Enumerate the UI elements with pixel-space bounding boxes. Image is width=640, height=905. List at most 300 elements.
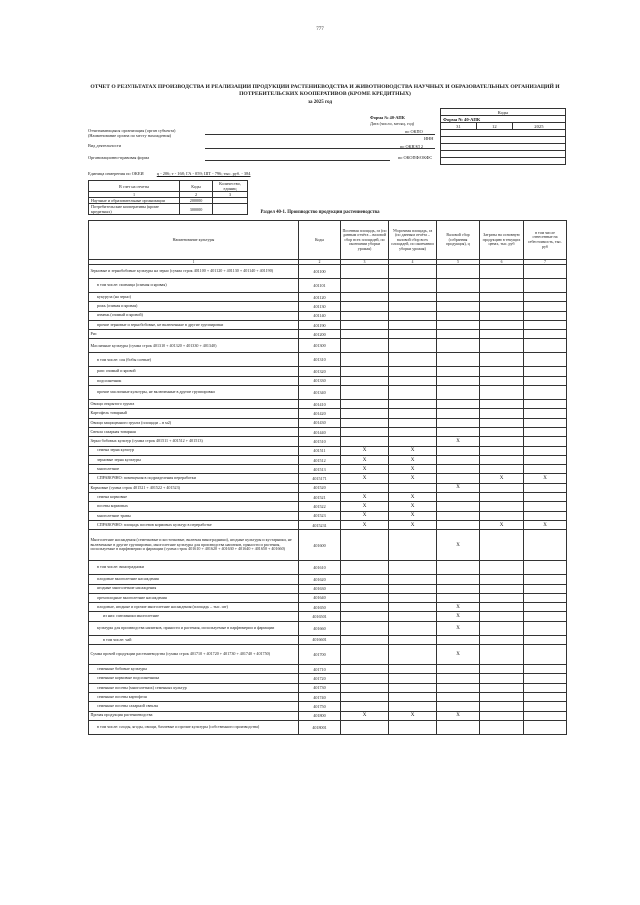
value-cell[interactable] — [437, 720, 480, 734]
table-row — [89, 376, 567, 385]
crop-name: в том числе: виноградники — [89, 561, 299, 575]
value-cell[interactable] — [437, 320, 480, 329]
value-cell[interactable] — [341, 320, 389, 329]
crop-name: плодовые, ягодные и прочие многолетние насаждения (площадь – тыс. шт) — [89, 603, 299, 612]
value-cell[interactable] — [341, 720, 389, 734]
crop-name: Сумма прочей продукции растениеводства (сумма строк 401710 + 401720 + 401730 + 401740 + 401750) — [89, 645, 299, 665]
row-code: 401200 — [299, 330, 341, 339]
not-applicable-mark: X — [341, 711, 389, 720]
value-cell[interactable] — [341, 311, 389, 320]
org-type-scientific: Научные и образовательные организации — [89, 198, 180, 204]
value-cell[interactable] — [341, 575, 389, 584]
report-title: ОТЧЕТ О РЕЗУЛЬТАТАХ ПРОИЗВОДСТВА И РЕАЛИЗАЦИИ ПРОДУКЦИИ РАСТЕНИЕВОДСТВА И ЖИВОТНОВОДСТВА НАУЧНЫХ И ОБРАЗОВАТЕЛЬНЫХ ОРГАНИЗАЦИЙ И ПОТРЕБИТЕЛЬСКИХ КООПЕРАТИВОВ (КРОМЕ КРЕДИТНЫХ) — [90, 84, 560, 97]
value-cell[interactable] — [524, 293, 567, 302]
row-code: 401630 — [299, 584, 341, 593]
value-cell[interactable] — [437, 409, 480, 418]
value-cell[interactable] — [341, 603, 389, 612]
not-applicable-mark: X — [341, 511, 389, 520]
value-cell[interactable] — [524, 367, 567, 376]
value-cell[interactable] — [524, 409, 567, 418]
table-row — [89, 711, 567, 720]
value-cell[interactable] — [524, 446, 567, 455]
value-cell[interactable] — [480, 302, 524, 311]
row-code: 401523 — [299, 511, 341, 520]
value-cell[interactable] — [389, 353, 437, 367]
value-cell[interactable] — [524, 427, 567, 436]
crop-name: подсолнечник — [89, 376, 299, 385]
value-cell[interactable] — [524, 561, 567, 575]
value-cell[interactable] — [389, 330, 437, 339]
value-cell[interactable] — [341, 367, 389, 376]
not-applicable-mark: X — [389, 511, 437, 520]
date-day: 31 — [441, 123, 477, 130]
value-cell[interactable] — [437, 386, 480, 400]
small-table-header-3: Количество, единиц — [213, 181, 248, 192]
value-cell[interactable] — [480, 683, 524, 692]
table-row — [89, 683, 567, 692]
date-month: 12 — [476, 123, 512, 130]
value-cell[interactable] — [480, 493, 524, 502]
crop-name: Кормовые (сумма строк 401521 + 401522 + 401523) — [89, 483, 299, 492]
crop-name: Овощи защищенного грунта (площади – в м2) — [89, 418, 299, 427]
value-cell[interactable] — [389, 302, 437, 311]
value-cell[interactable] — [437, 502, 480, 511]
value-cell[interactable] — [480, 293, 524, 302]
value-cell[interactable] — [524, 635, 567, 644]
value-cell[interactable] — [437, 311, 480, 320]
legal-form-field[interactable] — [205, 160, 390, 161]
value-cell[interactable] — [389, 720, 437, 734]
value-cell[interactable] — [437, 702, 480, 711]
value-cell[interactable] — [524, 683, 567, 692]
value-cell[interactable] — [341, 386, 389, 400]
value-cell[interactable] — [480, 320, 524, 329]
value-cell[interactable] — [389, 665, 437, 674]
value-cell[interactable] — [480, 367, 524, 376]
row-code: 401750 — [299, 702, 341, 711]
table-row — [89, 409, 567, 418]
value-cell[interactable] — [389, 386, 437, 400]
value-cell[interactable] — [341, 437, 389, 446]
value-cell[interactable] — [389, 293, 437, 302]
row-code: 401100 — [299, 265, 341, 279]
crop-name: семенные посевы (многолетних) семенных культур — [89, 683, 299, 692]
value-cell[interactable] — [524, 418, 567, 427]
value-cell[interactable] — [524, 400, 567, 409]
value-cell[interactable] — [341, 279, 389, 293]
value-cell[interactable] — [389, 376, 437, 385]
crop-name: Многолетние насаждения (семечковые и косточковые, включая виноградники), ягодные культуры и кустарники, не включенные в другие группировки, многолетние культуры для производства напитков, пряности и растения, используемые в парфюмерии и фармации (сумма строк 401610 + 401620 + 401630 + 401640 + 401650 + 401660) — [89, 530, 299, 561]
date-year: 2025 — [512, 123, 565, 130]
value-cell[interactable] — [437, 330, 480, 339]
value-cell[interactable] — [480, 279, 524, 293]
value-cell[interactable] — [389, 437, 437, 446]
value-cell[interactable] — [341, 293, 389, 302]
value-cell[interactable] — [524, 311, 567, 320]
crop-name: ягодные многолетние насаждения — [89, 584, 299, 593]
section-title: Раздел 40-1. Производство продукции растениеводства — [260, 210, 380, 215]
value-cell[interactable] — [524, 483, 567, 492]
value-cell[interactable] — [341, 376, 389, 385]
value-cell[interactable] — [341, 561, 389, 575]
value-cell[interactable] — [524, 530, 567, 561]
crop-name: культуры для производства напитков, пряности и растения, используемые в парфюмерии и фармации — [89, 621, 299, 635]
row-code: 401600 — [299, 530, 341, 561]
value-cell[interactable] — [480, 692, 524, 701]
value-cell[interactable] — [437, 674, 480, 683]
value-cell[interactable] — [389, 311, 437, 320]
value-cell[interactable] — [437, 265, 480, 279]
value-cell[interactable] — [524, 493, 567, 502]
value-cell[interactable] — [437, 511, 480, 520]
header-gross-yield: Валовой сбор (собранная продукция), ц — [437, 221, 480, 260]
crop-name: многолетние травы — [89, 511, 299, 520]
value-cell[interactable] — [524, 455, 567, 464]
crop-name: в том числе: пшеница (озимая и яровая) — [89, 279, 299, 293]
value-cell[interactable] — [437, 575, 480, 584]
value-cell[interactable] — [480, 593, 524, 602]
table-row — [89, 386, 567, 400]
not-applicable-mark: X — [524, 474, 567, 483]
table-row — [89, 293, 567, 302]
value-cell[interactable] — [480, 711, 524, 720]
value-cell[interactable] — [437, 455, 480, 464]
value-cell[interactable] — [524, 702, 567, 711]
value-cell[interactable] — [341, 674, 389, 683]
value-cell[interactable] — [524, 711, 567, 720]
not-applicable-mark: X — [480, 474, 524, 483]
row-code: 401300 — [299, 339, 341, 353]
header-harvested-area: Уборочная площадь, га (по данным отчёта – валовой сбор всех площадей, по окончании уборки урожая) — [389, 221, 437, 260]
value-cell[interactable] — [524, 437, 567, 446]
row-code: 401522 — [299, 502, 341, 511]
value-cell[interactable] — [389, 530, 437, 561]
value-cell[interactable] — [524, 339, 567, 353]
value-cell[interactable] — [389, 483, 437, 492]
value-cell[interactable] — [341, 302, 389, 311]
organization-field[interactable] — [205, 134, 435, 135]
value-cell[interactable] — [524, 502, 567, 511]
value-cell[interactable] — [341, 612, 389, 621]
value-cell[interactable] — [437, 446, 480, 455]
not-applicable-mark: X — [389, 711, 437, 720]
value-cell[interactable] — [480, 612, 524, 621]
value-cell[interactable] — [389, 367, 437, 376]
inn-label: ИНН — [424, 136, 434, 141]
value-cell[interactable] — [480, 702, 524, 711]
value-cell[interactable] — [480, 330, 524, 339]
value-cell[interactable] — [480, 386, 524, 400]
not-applicable-mark: X — [389, 474, 437, 483]
value-cell[interactable] — [437, 427, 480, 436]
value-cell[interactable] — [341, 330, 389, 339]
value-cell[interactable] — [389, 320, 437, 329]
not-applicable-mark: X — [437, 612, 480, 621]
value-cell[interactable] — [524, 279, 567, 293]
crop-name: плодовые многолетние насаждения — [89, 575, 299, 584]
page-number: 777 — [316, 27, 324, 32]
value-cell[interactable] — [480, 584, 524, 593]
value-cell[interactable] — [437, 279, 480, 293]
row-code: 401330 — [299, 376, 341, 385]
value-cell[interactable] — [524, 575, 567, 584]
value-cell[interactable] — [480, 400, 524, 409]
value-cell[interactable] — [389, 409, 437, 418]
value-cell[interactable] — [524, 603, 567, 612]
value-cell[interactable] — [524, 465, 567, 474]
row-code: 401513 — [299, 465, 341, 474]
table-row — [89, 530, 567, 561]
value-cell[interactable] — [389, 339, 437, 353]
value-cell[interactable] — [480, 446, 524, 455]
value-cell[interactable] — [524, 593, 567, 602]
value-cell[interactable] — [437, 474, 480, 483]
not-applicable-mark: X — [389, 502, 437, 511]
crop-name: ячмень (озимый и яровой) — [89, 311, 299, 320]
value-cell[interactable] — [437, 465, 480, 474]
value-cell[interactable] — [480, 265, 524, 279]
value-cell[interactable] — [341, 702, 389, 711]
value-cell[interactable] — [480, 530, 524, 561]
crop-production-table — [88, 220, 567, 735]
not-applicable-mark: X — [437, 483, 480, 492]
value-cell[interactable] — [480, 427, 524, 436]
table-row — [89, 502, 567, 511]
value-cell[interactable] — [524, 265, 567, 279]
value-cell[interactable] — [341, 593, 389, 602]
table-row — [89, 612, 567, 621]
not-applicable-mark: X — [341, 502, 389, 511]
header-sown-area: Посевная площадь, га (по данным отчёта – валовой сбор всех площадей, по окончании уборки урожая) — [341, 221, 389, 260]
value-cell[interactable] — [480, 635, 524, 644]
value-cell[interactable] — [389, 635, 437, 644]
value-cell[interactable] — [389, 621, 437, 635]
crop-name: Масличные культуры (сумма строк 401310 + 401320 + 401330 + 401340) — [89, 339, 299, 353]
value-cell[interactable] — [437, 493, 480, 502]
value-cell[interactable] — [437, 293, 480, 302]
row-code: 401310 — [299, 353, 341, 367]
value-cell[interactable] — [524, 612, 567, 621]
crop-name: из них: питомники многолетние — [89, 612, 299, 621]
value-cell[interactable] — [389, 645, 437, 665]
value-cell[interactable] — [437, 418, 480, 427]
value-cell[interactable] — [524, 511, 567, 520]
value-cell[interactable] — [480, 483, 524, 492]
value-cell[interactable] — [341, 339, 389, 353]
date-label: Дата (число, месяц, год) — [370, 121, 415, 126]
table-row — [89, 621, 567, 635]
table-row — [89, 493, 567, 502]
value-cell[interactable] — [437, 593, 480, 602]
value-cell[interactable] — [389, 674, 437, 683]
crop-name: Картофель товарный — [89, 409, 299, 418]
form-label: Форма № 40-АПК — [370, 115, 405, 120]
value-cell[interactable] — [341, 645, 389, 665]
value-cell[interactable] — [437, 584, 480, 593]
value-cell[interactable] — [524, 330, 567, 339]
value-cell[interactable] — [389, 400, 437, 409]
row-code: 401440 — [299, 427, 341, 436]
row-code: 401620 — [299, 575, 341, 584]
value-cell[interactable] — [389, 561, 437, 575]
crop-name: СПРАВОЧНО: площадь посевов кормовых культур в переработке — [89, 520, 299, 529]
value-cell[interactable] — [524, 302, 567, 311]
not-applicable-mark: X — [389, 465, 437, 474]
value-cell[interactable] — [480, 511, 524, 520]
value-cell[interactable] — [389, 702, 437, 711]
units-label: Единица измерения по ОКЕИ — [88, 171, 144, 176]
value-cell[interactable] — [480, 353, 524, 367]
not-applicable-mark: X — [341, 520, 389, 529]
value-cell[interactable] — [437, 353, 480, 367]
value-cell[interactable] — [341, 584, 389, 593]
value-cell[interactable] — [341, 683, 389, 692]
row-code: 4016601 — [299, 635, 341, 644]
not-applicable-mark: X — [389, 455, 437, 464]
value-cell[interactable] — [341, 353, 389, 367]
value-cell[interactable] — [437, 561, 480, 575]
value-cell[interactable] — [389, 279, 437, 293]
header-code: Коды — [299, 221, 341, 260]
value-cell[interactable] — [437, 339, 480, 353]
table-row — [89, 446, 567, 455]
value-cell[interactable] — [341, 530, 389, 561]
okopf-label: по ОКОПФ/ОКФС — [398, 155, 433, 160]
row-code: 401800 — [299, 711, 341, 720]
activity-field[interactable] — [205, 148, 435, 149]
crop-name: семенные посевы сахарной свеклы — [89, 702, 299, 711]
table-row — [89, 635, 567, 644]
value-cell[interactable] — [480, 603, 524, 612]
value-cell[interactable] — [389, 584, 437, 593]
value-cell[interactable] — [524, 692, 567, 701]
value-cell[interactable] — [341, 621, 389, 635]
value-cell[interactable] — [480, 376, 524, 385]
value-cell[interactable] — [437, 683, 480, 692]
crop-name: посевы кормовых — [89, 502, 299, 511]
organization-label: Отчитывающаяся организация (орган субъекта) — [88, 128, 176, 133]
value-cell[interactable] — [480, 674, 524, 683]
value-cell[interactable] — [524, 621, 567, 635]
crop-name: рапс озимый и яровой — [89, 367, 299, 376]
value-cell[interactable] — [524, 674, 567, 683]
table-row — [89, 302, 567, 311]
value-cell[interactable] — [389, 683, 437, 692]
value-cell[interactable] — [480, 575, 524, 584]
value-cell[interactable] — [480, 645, 524, 665]
value-cell[interactable] — [341, 400, 389, 409]
not-applicable-mark: X — [389, 493, 437, 502]
value-cell[interactable] — [341, 427, 389, 436]
row-code: 401120 — [299, 293, 341, 302]
row-code: 4015231 — [299, 520, 341, 529]
value-cell[interactable] — [437, 400, 480, 409]
value-cell[interactable] — [389, 575, 437, 584]
value-cell[interactable] — [524, 584, 567, 593]
row-code: 4018001 — [299, 720, 341, 734]
value-cell[interactable] — [480, 465, 524, 474]
value-cell[interactable] — [389, 612, 437, 621]
value-cell[interactable] — [480, 665, 524, 674]
row-code: 401610 — [299, 561, 341, 575]
value-cell[interactable] — [437, 367, 480, 376]
value-cell[interactable] — [389, 692, 437, 701]
crop-name: орехоплодные многолетние насаждения — [89, 593, 299, 602]
value-cell[interactable] — [389, 418, 437, 427]
table-row — [89, 692, 567, 701]
value-cell[interactable] — [524, 320, 567, 329]
value-cell[interactable] — [437, 635, 480, 644]
value-cell[interactable] — [389, 593, 437, 602]
table-row — [89, 279, 567, 293]
value-cell[interactable] — [389, 265, 437, 279]
crop-name: Зерно бобовых культур (сумма строк 401511 + 401512 + 401513) — [89, 437, 299, 446]
crop-name: Рис — [89, 330, 299, 339]
value-cell[interactable] — [437, 376, 480, 385]
value-cell[interactable] — [524, 386, 567, 400]
value-cell[interactable] — [524, 645, 567, 665]
table-row — [89, 418, 567, 427]
value-cell[interactable] — [480, 311, 524, 320]
value-cell[interactable] — [341, 635, 389, 644]
value-cell[interactable] — [341, 692, 389, 701]
value-cell[interactable] — [437, 692, 480, 701]
crop-name: Прочая продукция растениеводства — [89, 711, 299, 720]
value-cell[interactable] — [389, 427, 437, 436]
value-cell[interactable] — [480, 720, 524, 734]
value-cell[interactable] — [341, 665, 389, 674]
header-crop: Наименование культуры — [89, 221, 299, 260]
table-row — [89, 511, 567, 520]
value-cell[interactable] — [437, 302, 480, 311]
value-cell[interactable] — [524, 353, 567, 367]
not-applicable-mark: X — [341, 493, 389, 502]
row-code: 4015171 — [299, 474, 341, 483]
value-cell[interactable] — [480, 437, 524, 446]
value-cell[interactable] — [480, 621, 524, 635]
small-table-header-2: Коды — [180, 181, 213, 192]
row-code: 401420 — [299, 409, 341, 418]
value-cell[interactable] — [480, 339, 524, 353]
value-cell[interactable] — [437, 520, 480, 529]
value-cell[interactable] — [524, 720, 567, 734]
table-row — [89, 674, 567, 683]
value-cell[interactable] — [480, 561, 524, 575]
table-row — [89, 665, 567, 674]
value-cell[interactable] — [341, 418, 389, 427]
value-cell[interactable] — [524, 665, 567, 674]
crop-name: Зерновые и зернобобовые культуры на зерно (сумма строк 401100 + 401120 + 401130 + 401140 + 401190) — [89, 265, 299, 279]
crop-name: рожь (озимая и яровая) — [89, 302, 299, 311]
value-cell[interactable] — [480, 502, 524, 511]
table-row — [89, 427, 567, 436]
value-cell[interactable] — [341, 265, 389, 279]
row-code: 401640 — [299, 593, 341, 602]
value-cell[interactable] — [341, 409, 389, 418]
value-cell[interactable] — [524, 376, 567, 385]
table-row — [89, 339, 567, 353]
not-applicable-mark: X — [341, 465, 389, 474]
value-cell[interactable] — [480, 409, 524, 418]
value-cell[interactable] — [437, 665, 480, 674]
row-code: 401740 — [299, 692, 341, 701]
crop-name: семена кормовые — [89, 493, 299, 502]
value-cell[interactable] — [389, 603, 437, 612]
value-cell[interactable] — [480, 418, 524, 427]
value-cell[interactable] — [480, 455, 524, 464]
value-cell[interactable] — [341, 483, 389, 492]
table-row — [89, 455, 567, 464]
